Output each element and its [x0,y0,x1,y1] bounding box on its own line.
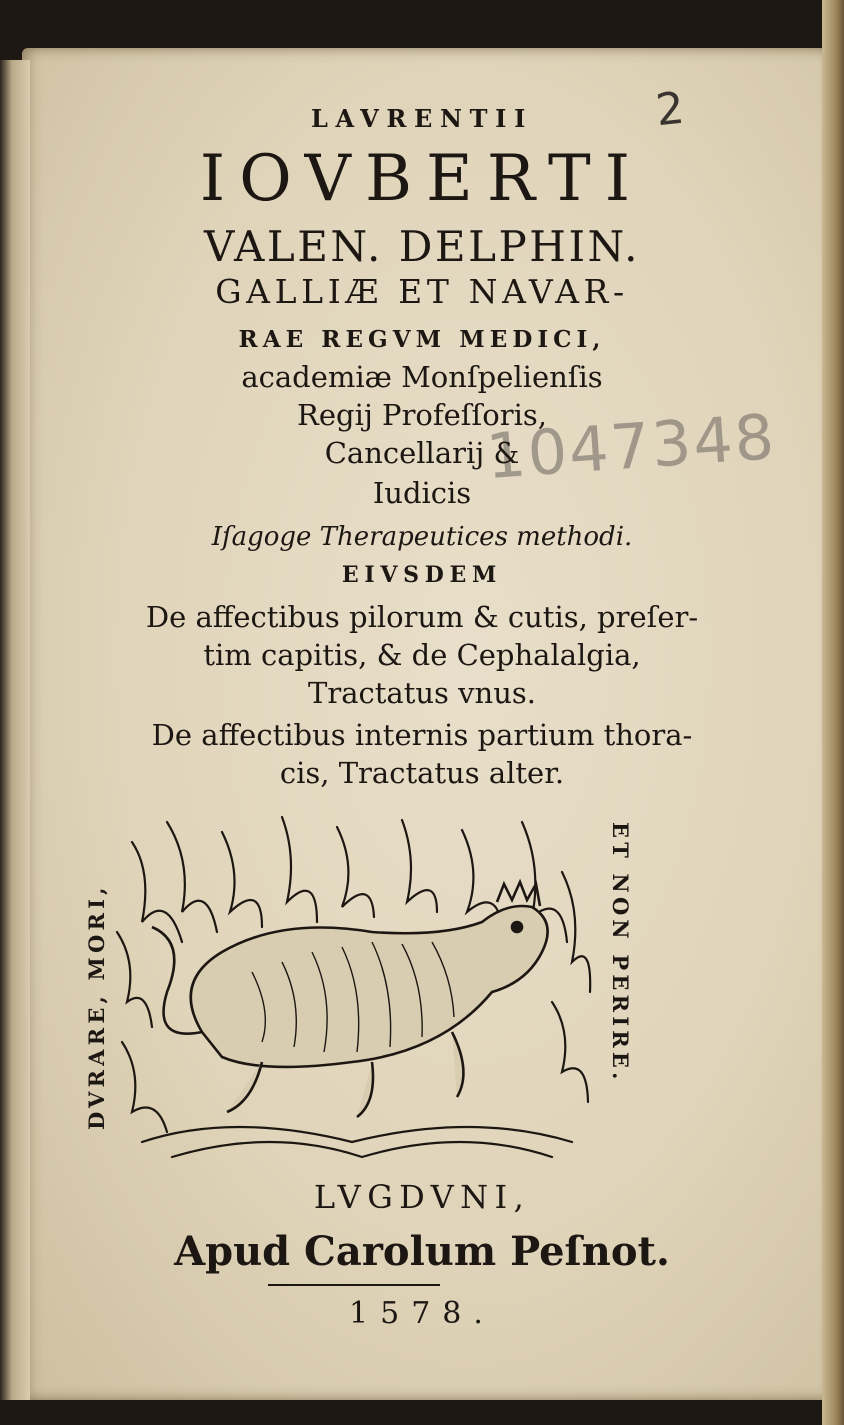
manuscript-number: 2 [653,82,687,137]
title-line-judge: Iudicis [372,476,472,510]
title-line-origin: VALEN. DELPHIN. [203,222,641,271]
title-line-role: RAE REGVM MEDICI, [238,326,606,353]
title-line-treatise-2b: cis, Tractatus alter. [279,756,565,790]
imprint-city: LVGDVNI, [313,1178,531,1216]
device-motto-left: DVRARE, MORI, [84,883,109,1130]
title-line-treatise-1c: Tractatus vnus. [308,676,536,710]
title-line-author-first: LAVRENTII [311,104,533,133]
device-motto-right: ET NON PERIRE. [608,822,633,1084]
imprint-year: 1578. [349,1296,495,1331]
title-line-chancellor: Cancellarij & [324,436,520,470]
salamander-in-flames-woodcut-icon [112,812,596,1162]
title-line-treatise-1b: tim capitis, & de Cephalalgia, [203,638,641,672]
title-line-kingdoms: GALLIÆ ET NAVAR- [215,272,629,311]
title-line-treatise-1a: De affectibus pilorum & cutis, preſer- [145,600,699,634]
imprint-publisher: Apud Carolum Peſnot. [174,1228,670,1275]
title-line-eiusdem: EIVSDEM [341,562,503,588]
title-line-professor: Regij Profeſſoris, [297,398,547,432]
library-stamp-number: 1047348 [483,399,779,494]
imprint-rule [268,1284,440,1286]
title-line-work: Iſagoge Therapeutices methodi. [211,522,633,552]
title-line-author-surname: IOVBERTI [199,142,645,216]
title-line-academy: academiæ Monſpelienſis [241,360,603,394]
title-line-treatise-2a: De affectibus internis partium thora- [151,718,693,752]
